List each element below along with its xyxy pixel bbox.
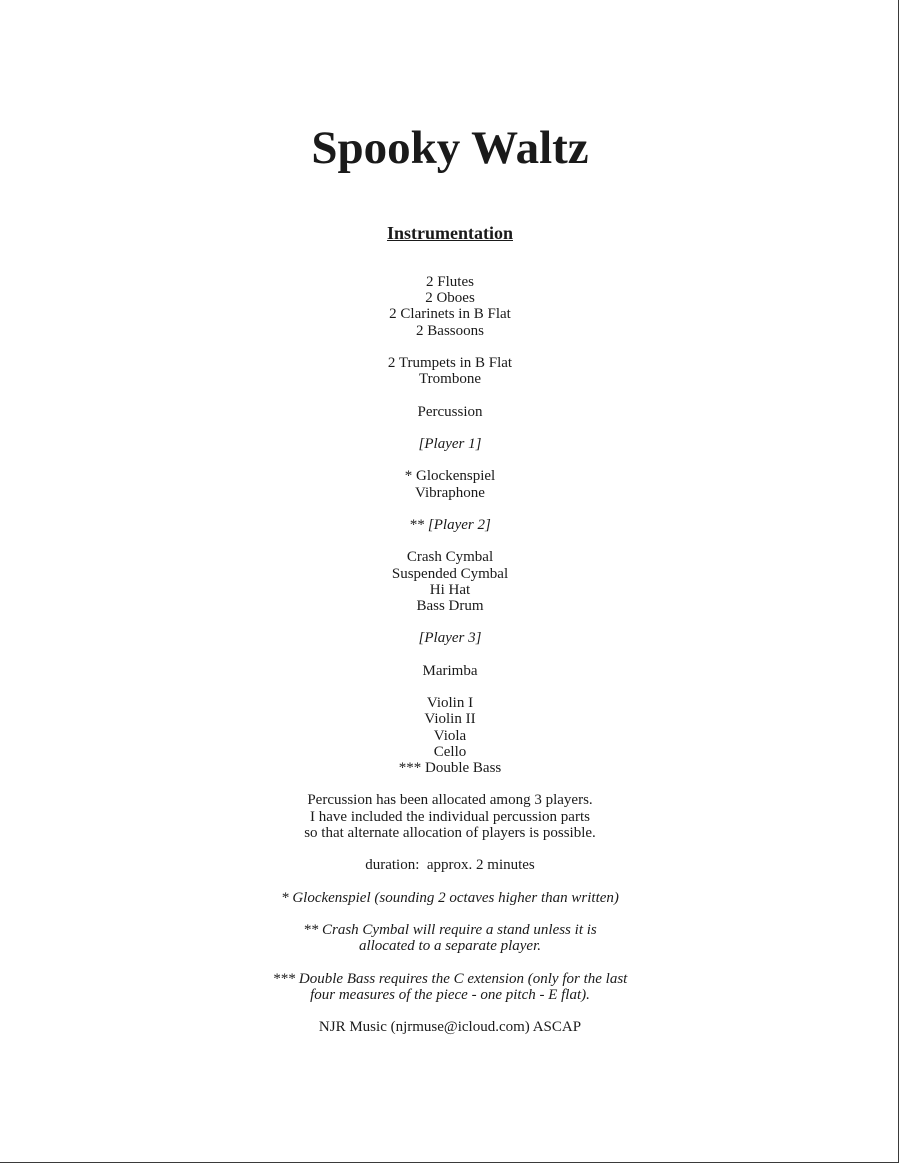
text-line: Viola [433, 727, 467, 744]
text-line: allocated to a separate player. [358, 938, 542, 955]
text-line: NJR Music (njrmuse@icloud.com) ASCAP [318, 1019, 582, 1036]
text-group [0, 922, 900, 954]
text-line: Percussion [417, 403, 483, 420]
text-line: * Glockenspiel (sounding 2 octaves higher than written) [281, 889, 619, 906]
text-line: 2 Flutes [426, 274, 474, 290]
instrumentation-heading-text: Instrumentation [386, 223, 513, 243]
text-line: ** Crash Cymbal will require a stand unless it is [303, 921, 597, 938]
text-line: duration: approx. 2 minutes [365, 857, 535, 874]
text-line: Bass Drum [416, 597, 484, 614]
text-group [0, 517, 900, 533]
text-group [0, 468, 900, 500]
text-line: Violin II [424, 711, 476, 728]
text-group [0, 890, 900, 906]
text-line: four measures of the piece - one pitch - E flat). [310, 986, 590, 1003]
text-group [0, 404, 900, 420]
text-group [0, 695, 900, 776]
text-line: 2 Oboes [425, 290, 475, 307]
text-line: I have included the individual percussion parts [310, 808, 590, 825]
instrumentation-heading [0, 222, 900, 244]
text-line: Percussion has been allocated among 3 players. [307, 792, 593, 809]
text-line: *** Double Bass [398, 759, 502, 776]
text-group [0, 857, 900, 873]
text-line: Vibraphone [415, 484, 485, 501]
text-group [0, 663, 900, 679]
text-line: Marimba [422, 662, 478, 679]
text-group [0, 436, 900, 452]
page-title: Spooky Waltz [311, 122, 589, 174]
text-line: ** [Player 2] [409, 516, 491, 533]
text-line: Cello [433, 743, 467, 760]
text-group [0, 549, 900, 614]
text-line: Hi Hat [429, 581, 471, 598]
text-line: Suspended Cymbal [391, 565, 509, 582]
text-line: [Player 1] [418, 435, 482, 452]
text-line: Crash Cymbal [406, 549, 494, 566]
text-line: 2 Bassoons [416, 322, 484, 339]
text-line: 2 Trumpets in B Flat [387, 355, 513, 371]
text-line: *** Double Bass requires the C extension (only for the last [272, 970, 628, 987]
instrumentation-list [0, 274, 900, 1052]
text-line: * Glockenspiel [404, 468, 496, 485]
text-line: 2 Clarinets in B Flat [389, 306, 511, 323]
text-group [0, 792, 900, 841]
text-group [0, 1019, 900, 1035]
text-line: Trombone [419, 371, 481, 388]
text-line: [Player 3] [418, 630, 482, 647]
text-line: Violin I [426, 695, 474, 712]
text-group [0, 355, 900, 387]
text-group [0, 630, 900, 646]
text-line: so that alternate allocation of players is possible. [304, 824, 596, 841]
text-group [0, 274, 900, 339]
text-group [0, 971, 900, 1003]
